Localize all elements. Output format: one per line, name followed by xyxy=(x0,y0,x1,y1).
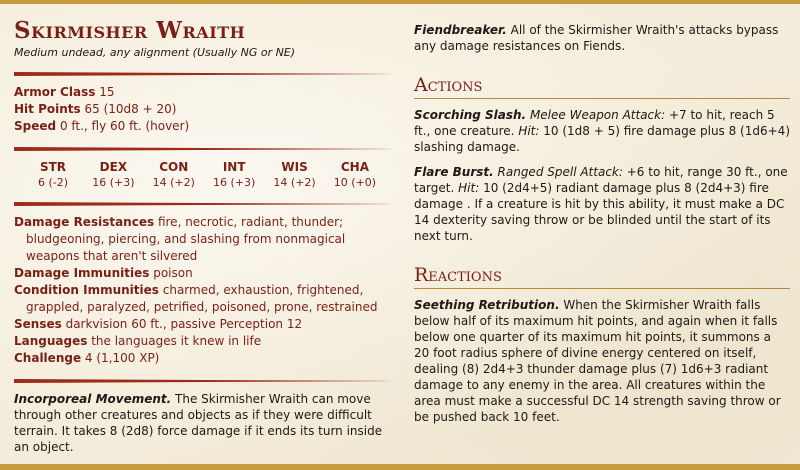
damage-resistances-label: Damage Resistances xyxy=(14,215,155,229)
action-title: Flare Burst. xyxy=(414,165,494,179)
ability-score: 6 (-2) xyxy=(37,176,69,189)
hit-label: Hit: xyxy=(518,124,540,138)
hit-points-value: 65 (10d8 + 20) xyxy=(84,102,177,116)
speed-label: Speed xyxy=(14,119,57,133)
monster-subtitle: Medium undead, any alignment (Usually NG or NE) xyxy=(14,46,296,59)
hit-points xyxy=(14,101,394,118)
armor-class-value: 15 xyxy=(99,85,115,99)
ability-name: WIS xyxy=(281,160,308,174)
divider xyxy=(14,379,394,383)
ability-score: 16 (+3) xyxy=(92,176,135,189)
challenge-value: 4 (1,100 XP) xyxy=(84,351,160,365)
trait-title: Incorporeal Movement. xyxy=(14,392,172,406)
senses-value: darkvision 60 ft., passive Perception 12 xyxy=(65,317,303,331)
damage-immunities xyxy=(14,265,394,282)
ability-wis xyxy=(268,159,322,190)
ability-str xyxy=(26,159,80,190)
ability-name: CON xyxy=(159,160,189,174)
condition-immunities-value: charmed, exhaustion, frightened, grappled, paralyzed, petrified, poisoned, prone, restrained xyxy=(26,283,378,314)
trait-text: The Skirmisher Wraith can move through other creatures and objects as if they were difficult terrain. It takes 8 (2d8) force damage if it ends its turn inside an object. xyxy=(14,392,383,454)
ability-score: 10 (+0) xyxy=(333,176,377,189)
hit-points-label: Hit Points xyxy=(14,102,81,116)
condition-immunities xyxy=(14,282,394,316)
divider xyxy=(14,147,394,151)
action-flare-burst xyxy=(414,164,790,244)
left-column xyxy=(14,8,394,455)
attack-type: Melee Weapon Attack: xyxy=(529,108,666,122)
right-column xyxy=(414,8,790,425)
damage-immunities-value: poison xyxy=(153,266,193,280)
ability-name: INT xyxy=(222,160,246,174)
ability-scores xyxy=(14,159,394,190)
challenge-label: Challenge xyxy=(14,351,82,365)
ability-name: DEX xyxy=(99,160,128,174)
attack-info: +6 to hit, range 30 ft., one target. xyxy=(414,165,788,195)
senses xyxy=(14,316,394,333)
hit-info: 10 (2d4+5) radiant damage plus 8 (2d4+3) fire damage . If a creature is hit by this ability, it must make a DC 14 dexterity saving throw or be blinded until the start of its next turn. xyxy=(414,181,785,243)
languages-label: Languages xyxy=(14,334,88,348)
monster-name: Skirmisher Wraith xyxy=(14,17,246,44)
armor-class xyxy=(14,84,394,101)
divider xyxy=(14,72,394,76)
ability-cha xyxy=(328,159,382,190)
divider xyxy=(14,202,394,206)
armor-class-label: Armor Class xyxy=(14,85,96,99)
ability-score: 14 (+2) xyxy=(273,176,316,189)
challenge xyxy=(14,350,394,367)
ability-name: CHA xyxy=(340,160,370,174)
damage-resistances-value: fire, necrotic, radiant, thunder; bludgeoning, piercing, and slashing from nonmagical weapons that aren't silvered xyxy=(26,215,346,263)
attack-type: Ranged Spell Attack: xyxy=(497,165,623,179)
speed-value: 0 ft., fly 60 ft. (hover) xyxy=(59,119,190,133)
ability-con xyxy=(147,159,201,190)
attack-info: +7 to hit, reach 5 ft., one creature. xyxy=(414,108,775,138)
reaction-text: When the Skirmisher Wraith falls below half of its maximum hit points, and again when it falls below one quarter of its maximum hit points, it summons a 20 foot radius sphere of divine energy centered on itself, dealing (8) 2d4+3 thunder damage plus (7) 1d6+3 radiant damage to any enemy in the area. All creatures within the area must make a successful DC 14 strength saving throw or be pushed back 10 feet. xyxy=(414,298,781,424)
action-scorching-slash xyxy=(414,107,790,155)
reactions-heading: Reactions xyxy=(414,262,790,289)
damage-resistances xyxy=(14,214,394,265)
reaction-title: Seething Retribution. xyxy=(414,298,560,312)
damage-immunities-label: Damage Immunities xyxy=(14,266,150,280)
actions-heading: Actions xyxy=(414,72,790,99)
ability-score: 14 (+2) xyxy=(152,176,195,189)
action-title: Scorching Slash. xyxy=(414,108,527,122)
ability-int xyxy=(207,159,261,190)
hit-label: Hit: xyxy=(458,181,480,195)
hit-info: 10 (1d8 + 5) fire damage plus 8 (1d6+4) slashing damage. xyxy=(414,124,790,154)
languages-value: the languages it knew in life xyxy=(91,334,262,348)
speed xyxy=(14,118,394,135)
languages xyxy=(14,333,394,350)
ability-score: 16 (+3) xyxy=(213,176,256,189)
trait-text: All of the Skirmisher Wraith's attacks bypass any damage resistances on Fiends. xyxy=(414,23,779,53)
senses-label: Senses xyxy=(14,317,62,331)
trait-title: Fiendbreaker. xyxy=(414,23,507,37)
ability-name: STR xyxy=(39,160,67,174)
condition-immunities-label: Condition Immunities xyxy=(14,283,159,297)
trait-incorporeal-movement xyxy=(14,391,394,455)
trait-fiendbreaker xyxy=(414,22,790,54)
ability-dex xyxy=(86,159,140,190)
reaction-seething-retribution xyxy=(414,297,790,425)
